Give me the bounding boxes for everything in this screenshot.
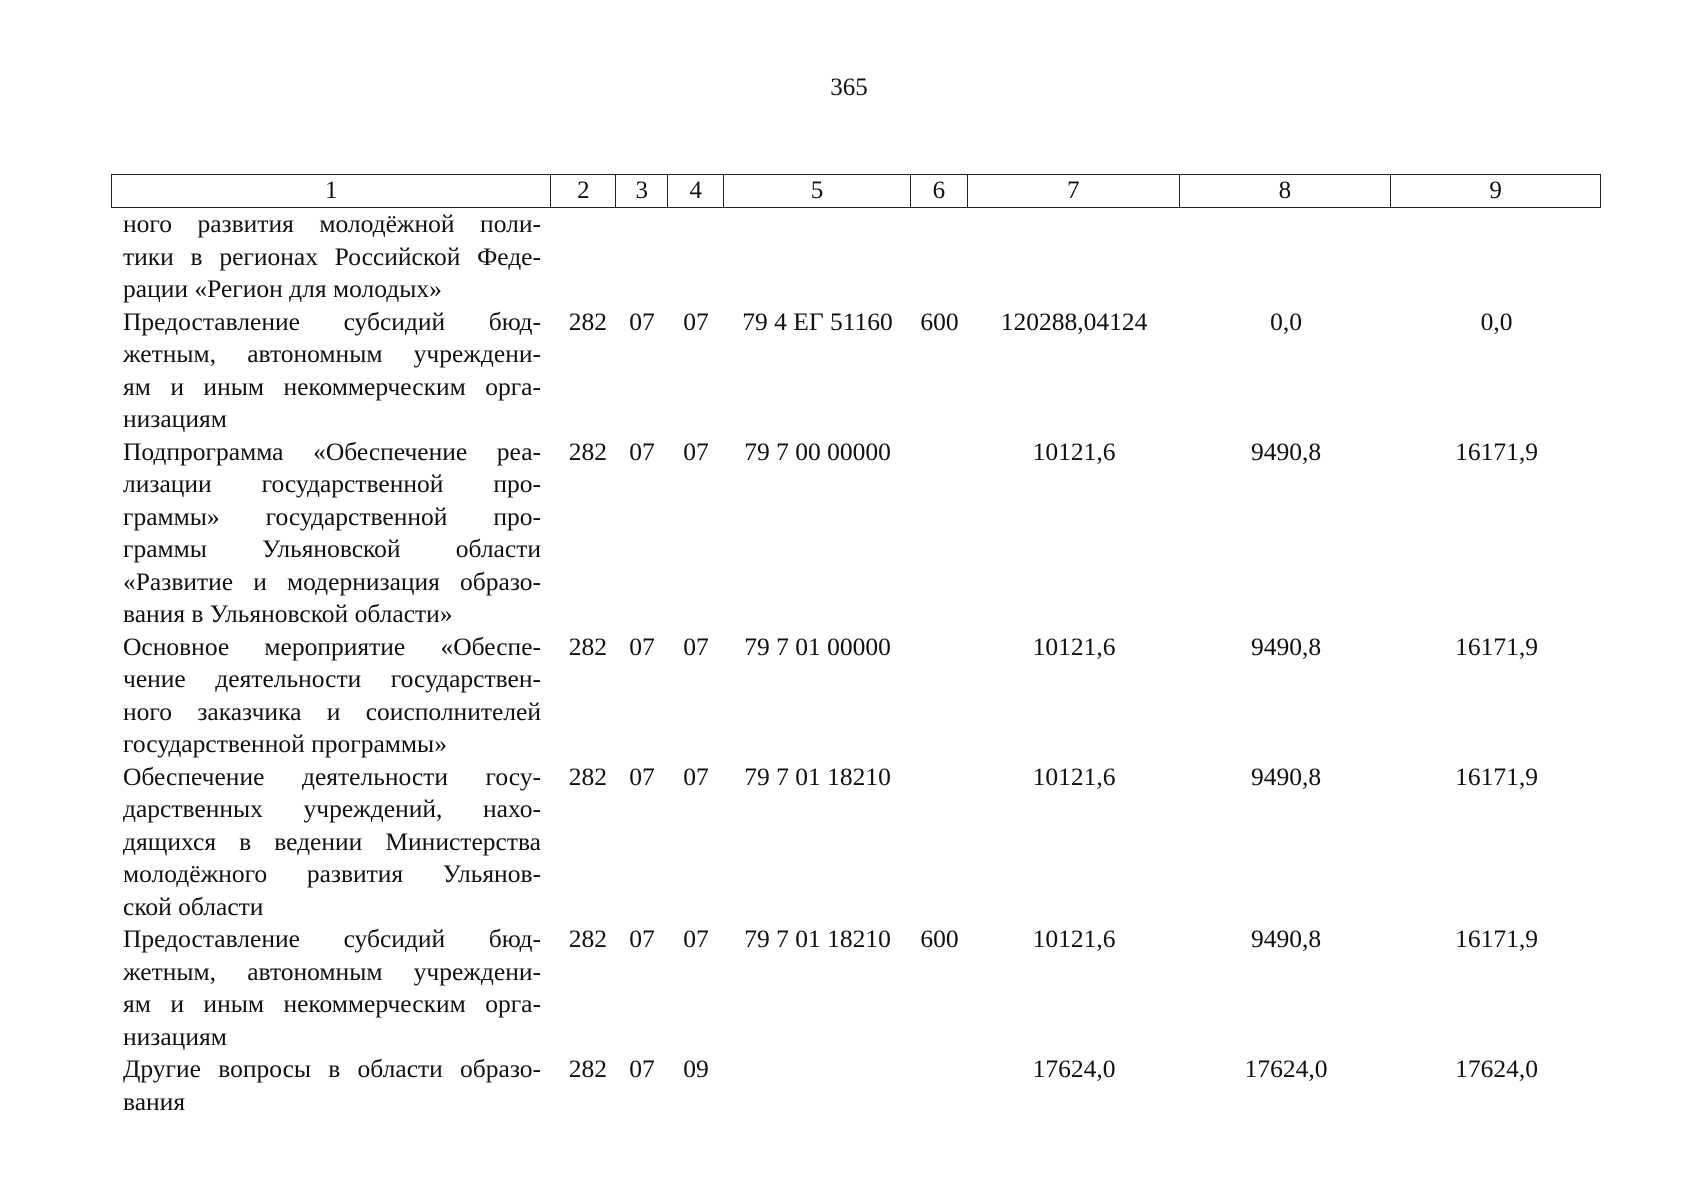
- row-cell-c8: 9490,8: [1250, 761, 1322, 791]
- table-row: [111, 436, 1601, 631]
- header-col-2: 2: [551, 175, 616, 207]
- row-cell-c7: 10121,6: [1032, 761, 1116, 791]
- row-name-cell: [111, 1053, 551, 1118]
- row-name-cell: [111, 923, 551, 1053]
- row-cell-c5: 79 7 01 00000: [744, 631, 891, 661]
- row-cell-c8: 17624,0: [1244, 1054, 1328, 1083]
- row-name-line: «Развитие и модернизация образо-: [123, 566, 541, 596]
- row-cell-c9: 16171,9: [1455, 631, 1538, 661]
- row-cell-c9: 17624,0: [1455, 1054, 1538, 1083]
- row-name-line: ям и иным некоммерческим орга-: [123, 371, 541, 401]
- row-cell-c9: 16171,9: [1455, 436, 1538, 466]
- row-cell-c5: 79 4 ЕГ 51160: [742, 306, 893, 336]
- table-row: [111, 1053, 1601, 1118]
- row-cell-c2: 282: [568, 924, 607, 953]
- row-cell-c8: 9490,8: [1250, 631, 1322, 661]
- row-name-line: граммы Ульяновской области: [123, 534, 541, 563]
- row-cell-c8: 0,0: [1270, 306, 1302, 336]
- header-col-3: 3: [616, 175, 668, 207]
- table-row: [111, 208, 1601, 306]
- table-body: [111, 208, 1601, 1118]
- row-cell-c2: 282: [568, 436, 607, 466]
- row-cell-c5: 79 7 00 00000: [744, 436, 891, 466]
- table-row: [111, 306, 1601, 436]
- row-name-line: ного развития молодёжной поли-: [123, 209, 541, 238]
- row-cell-c3: 07: [629, 924, 655, 953]
- row-cell-c9: 16171,9: [1455, 924, 1538, 953]
- table-row: [111, 923, 1601, 1053]
- header-col-1: 1: [112, 175, 551, 207]
- header-col-7: 7: [968, 175, 1180, 207]
- row-name-line: жетным, автономным учреждени-: [123, 956, 541, 986]
- row-name-line: дящихся в ведении Министерства: [123, 826, 541, 856]
- row-name-line: Предоставление субсидий бюд-: [123, 924, 541, 953]
- row-cell-c5: 79 7 01 18210: [744, 924, 891, 953]
- header-col-5: 5: [724, 175, 911, 207]
- header-col-8: 8: [1180, 175, 1392, 207]
- row-cell-c9: 16171,9: [1455, 761, 1538, 791]
- table-row: [111, 761, 1601, 924]
- row-name-line: вания в Ульяновской области»: [123, 599, 453, 628]
- row-cell-c2: 282: [568, 306, 607, 336]
- row-cell-c7: 10121,6: [1032, 631, 1116, 661]
- row-name-line: Предоставление субсидий бюд-: [123, 306, 541, 336]
- row-name-cell: [111, 208, 551, 306]
- row-name-line: Другие вопросы в области образо-: [123, 1054, 541, 1083]
- row-cell-c2: 282: [568, 1054, 607, 1083]
- row-cell-c7: 10121,6: [1032, 924, 1116, 953]
- row-name-line: тики в регионах Российской Феде-: [123, 241, 541, 271]
- row-cell-c5: 79 7 01 18210: [744, 761, 891, 791]
- row-cell-c4: 09: [683, 1054, 709, 1083]
- page-number: 365: [830, 74, 868, 101]
- row-cell-c7: 17624,0: [1032, 1054, 1116, 1083]
- row-cell-c7: 10121,6: [1032, 436, 1116, 466]
- row-name-line: Подпрограмма «Обеспечение реа-: [123, 436, 541, 466]
- row-cell-c8: 9490,8: [1250, 924, 1322, 953]
- row-cell-c6: 600: [920, 924, 959, 953]
- header-col-6: 6: [911, 175, 968, 207]
- row-name-line: рации «Регион для молодых»: [123, 274, 442, 303]
- row-name-line: низациям: [123, 1021, 227, 1051]
- row-cell-c3: 07: [629, 631, 655, 661]
- budget-table: [111, 174, 1601, 1118]
- row-cell-c4: 07: [683, 631, 709, 661]
- row-cell-c3: 07: [629, 1054, 655, 1083]
- table-row: [111, 631, 1601, 761]
- row-name-line: вания: [123, 1086, 186, 1116]
- row-cell-c4: 07: [683, 306, 709, 336]
- row-cell-c8: 9490,8: [1250, 436, 1322, 466]
- row-name-cell: [111, 761, 551, 924]
- header-col-9: 9: [1489, 177, 1502, 204]
- row-cell-c6: 600: [920, 306, 959, 336]
- row-name-line: низациям: [123, 404, 227, 433]
- row-name-line: ного заказчика и соисполнителей: [123, 696, 541, 726]
- row-name-line: ской области: [123, 891, 264, 921]
- row-name-line: Обеспечение деятельности госу-: [123, 761, 541, 791]
- row-name-line: молодёжного развития Ульянов-: [123, 859, 541, 888]
- row-cell-c4: 07: [683, 924, 709, 953]
- row-cell-c4: 07: [683, 761, 709, 791]
- row-cell-c3: 07: [629, 436, 655, 466]
- row-name-cell: [111, 631, 551, 761]
- row-name-line: государственной программы»: [123, 729, 447, 758]
- row-name-line: Основное мероприятие «Обеспе-: [123, 631, 541, 661]
- row-cell-c3: 07: [629, 306, 655, 336]
- row-name-line: дарственных учреждений, нахо-: [123, 794, 541, 823]
- row-cell-c2: 282: [568, 631, 607, 661]
- row-cell-c9: 0,0: [1480, 306, 1513, 336]
- row-name-line: ям и иным некоммерческим орга-: [123, 989, 541, 1018]
- row-cell-c7: 120288,04124: [1000, 306, 1148, 336]
- row-cell-c2: 282: [568, 761, 607, 791]
- row-name-line: граммы» государственной про-: [123, 501, 541, 531]
- header-col-4: 4: [668, 175, 724, 207]
- row-name-line: чение деятельности государствен-: [123, 664, 541, 693]
- row-cell-c3: 07: [629, 761, 655, 791]
- row-name-line: жетным, автономным учреждени-: [123, 339, 541, 368]
- table-header-row: [111, 174, 1601, 208]
- row-name-cell: [111, 306, 551, 436]
- row-name-line: лизации государственной про-: [123, 469, 541, 498]
- row-cell-c4: 07: [683, 436, 709, 466]
- row-name-cell: [111, 436, 551, 631]
